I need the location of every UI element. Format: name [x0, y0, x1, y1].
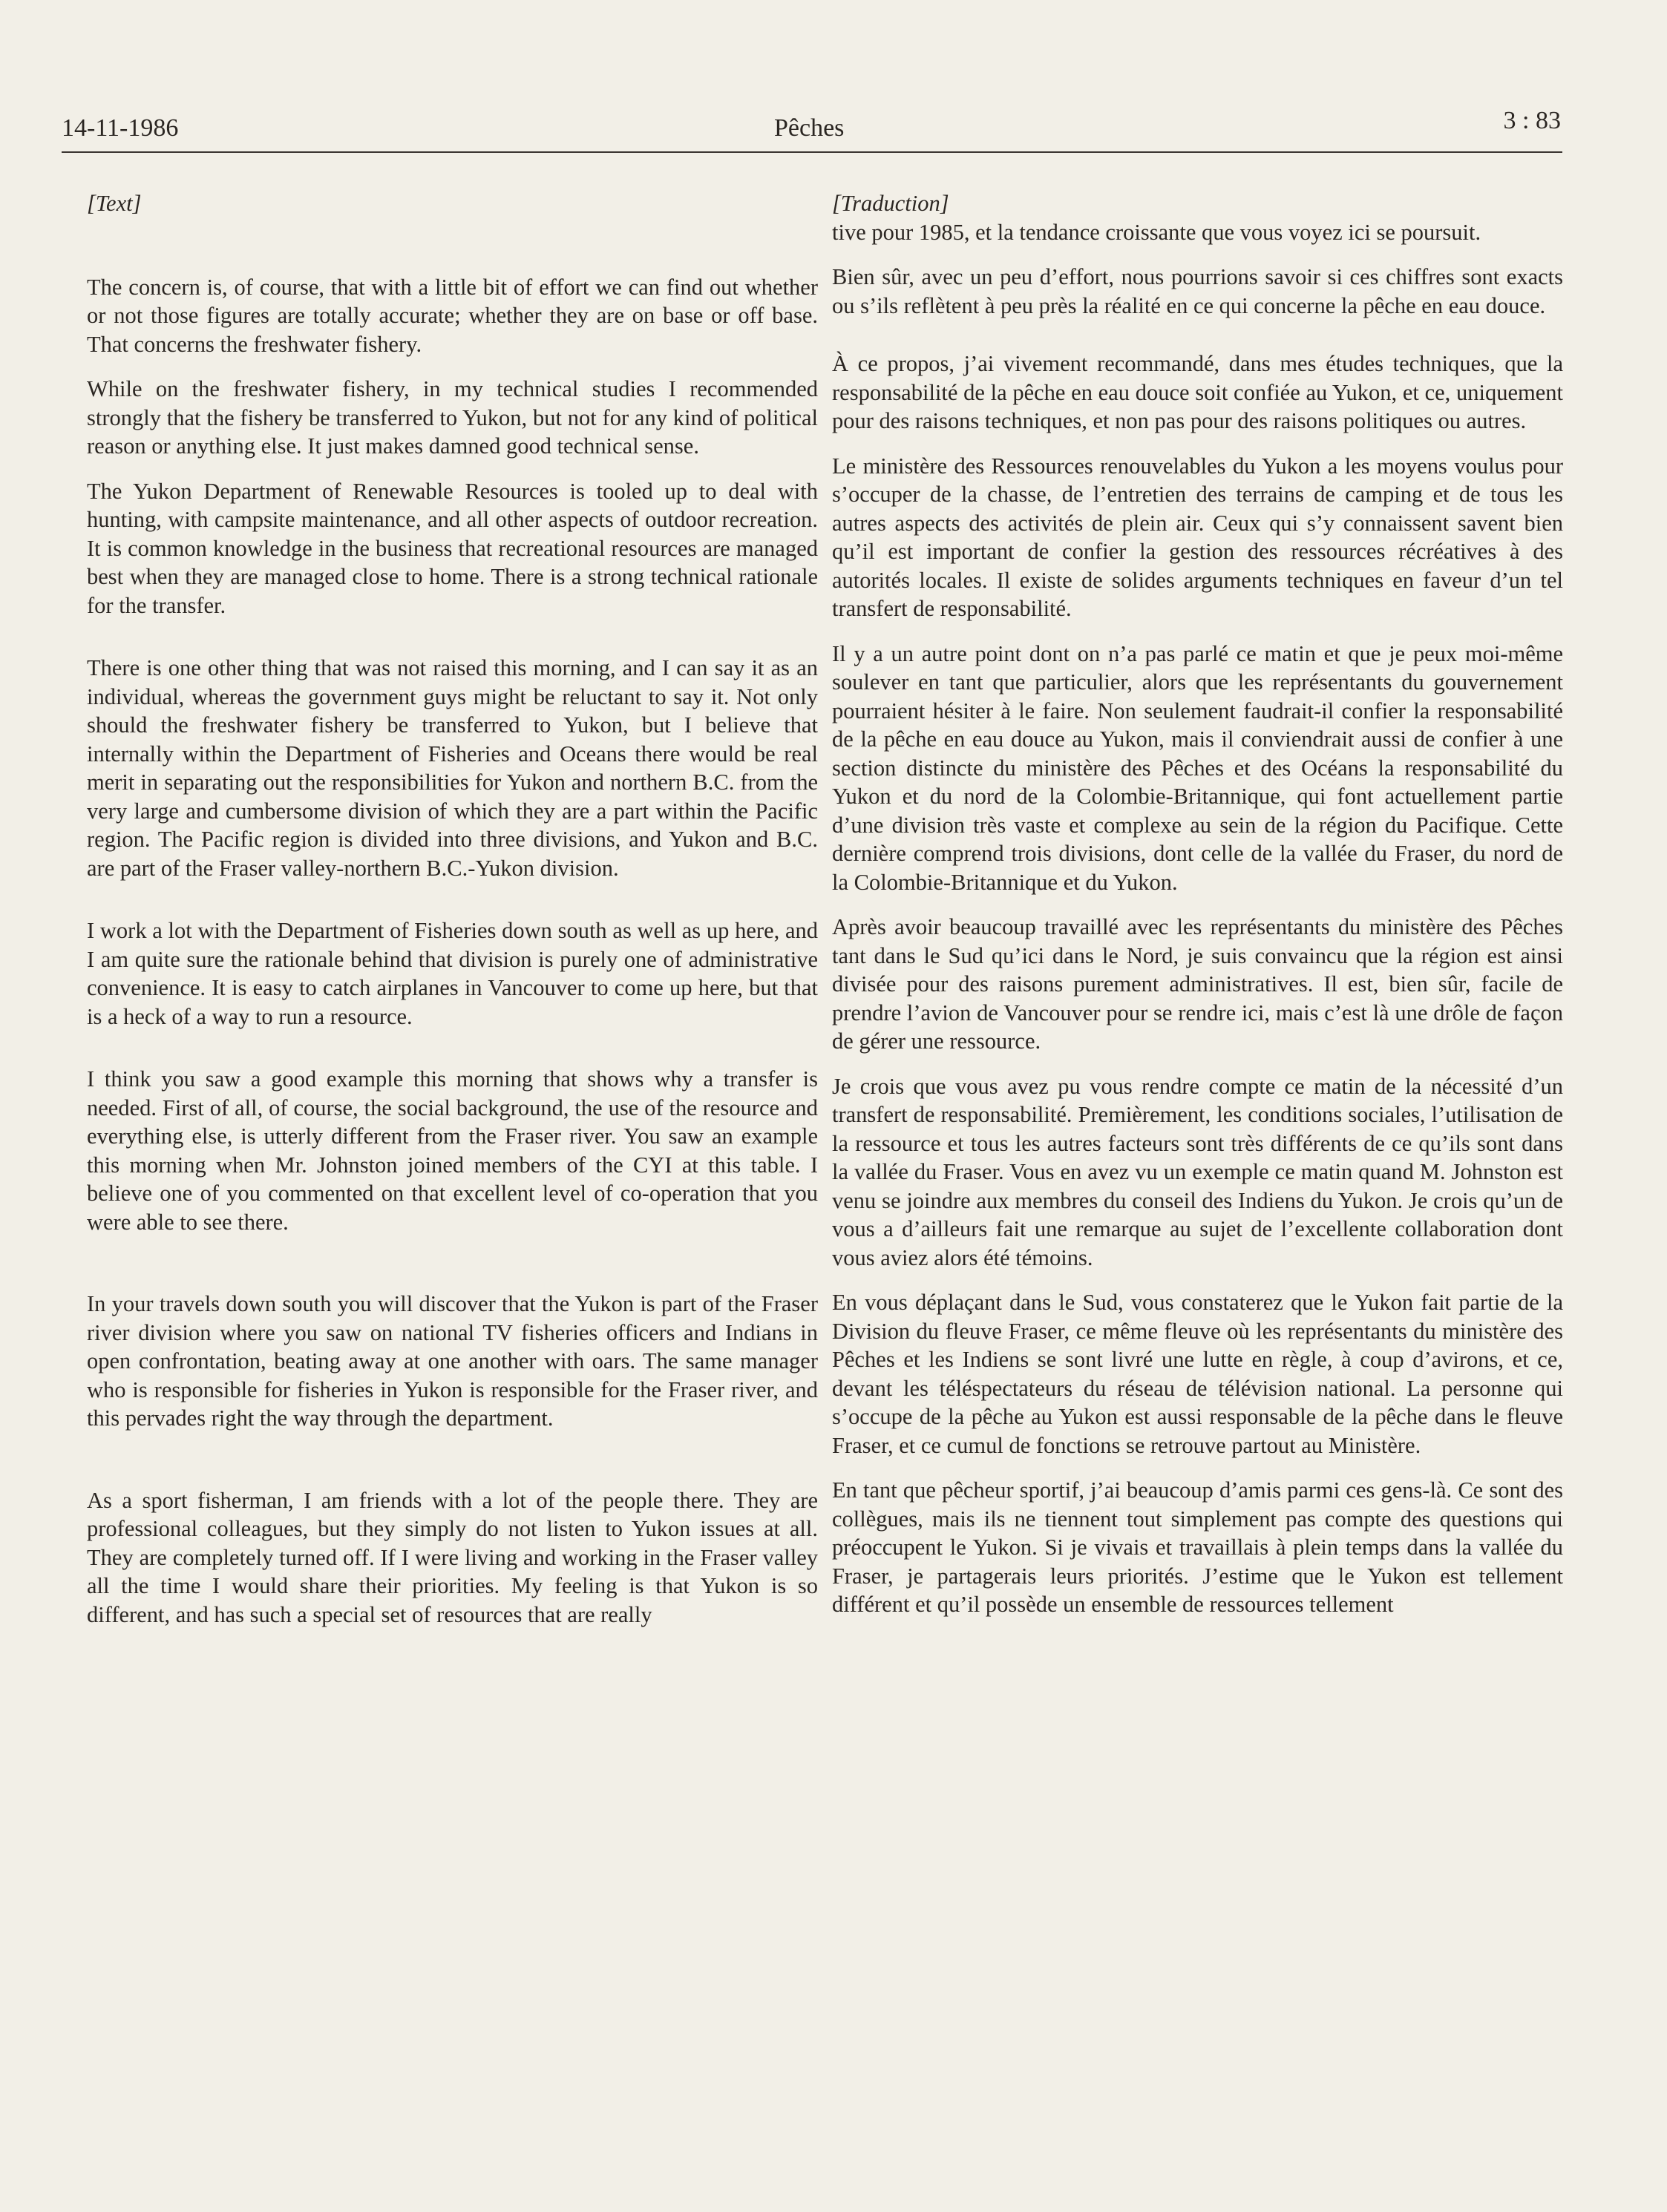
english-column	[87, 189, 818, 1645]
french-paragraph: Je crois que vous avez pu vous rendre compte ce matin de la nécessité d’un transfert de responsabilité. Premièrement, les conditions sociales, l’utilisation de la ressource et tous les autres facteurs sont très différents de ce qu’ils sont dans la vallée du Fraser. Vous en avez vu un exemple ce matin quand M. Johnston est venu se joindre aux membres du conseil des Indiens du Yukon. Je crois qu’un de vous a d’ailleurs fait une remarque au sujet de l’excellente collaboration dont vous aviez alors été témoins.	[832, 1073, 1563, 1270]
french-paragraph: Il y a un autre point dont on n’a pas parlé ce matin et que je peux moi-même soulever en tant que particulier, alors que les représentants du gouvernement pourraient hésiter à le faire. Non seulement faudrait-il confier la responsabilité de la pêche en eau douce au Yukon, mais il conviendrait aussi de confier à une section distincte du ministère des Pêches et des Océans la responsabilité du Yukon et du nord de la Colombie-Britannique, qui font actuellement partie d’une division très vaste et complexe au sein de la région du Pacifique. Cette dernière comprend trois divisions, dont celle de la vallée du Fraser, du nord de la Colombie-Britannique et du Yukon.	[832, 640, 1563, 895]
english-paragraph: I think you saw a good example this morning that shows why a transfer is needed. First of all, of course, the social background, the use of the resource and everything else, is utterly different from the Fraser river. You saw an example this morning when Mr. Johnston joined members of the CYI at this table. I believe one of you commented on that excellent level of co-operation that you were able to see there.	[87, 1066, 818, 1235]
french-paragraph: Le ministère des Ressources renouvelables du Yukon a les moyens voulus pour s’occuper de la chasse, de l’entretien des terrains de camping et de tous les autres aspects des activités de plein air. Ceux qui s’y connaissent savent bien qu’il est important de confier la gestion des ressources récréatives à des autorités locales. Il existe de solides arguments techniques en faveur d’un tel transfert de responsabilité.	[832, 453, 1563, 621]
english-column-label: [Text]	[87, 191, 142, 216]
english-paragraph: The concern is, of course, that with a little bit of effort we can find out whether or not those figures are totally accurate; whether they are on base or off base. That concerns the freshwater fishery.	[87, 274, 818, 357]
header-page-number: 3 : 83	[1503, 107, 1561, 134]
french-paragraph: Après avoir beaucoup travaillé avec les représentants du ministère des Pêches tant dans le Sud qu’ici dans le Nord, je suis convaincu que la région est ainsi divisée pour des raisons purement administratives. Il est, bien sûr, facile de prendre l’avion de Vancouver pour se rendre ici, mais c’est là une drôle de façon de gérer une ressource.	[832, 914, 1563, 1054]
english-paragraph: As a sport fisherman, I am friends with a lot of the people there. They are professional colleagues, but they simply do not listen to Yukon issues at all. They are completely turned off. If I were living and working in the Fraser valley all the time I would share their priorities. My feeling is that Yukon is so different, and has such a special set of resources that are really	[87, 1487, 818, 1627]
english-paragraph: I work a lot with the Department of Fisheries down south as well as up here, and I am quite sure the rationale behind that division is purely one of administrative convenience. It is easy to catch airplanes in Vancouver to come up here, but that is a heck of a way to run a resource.	[87, 918, 818, 1029]
french-paragraph: En vous déplaçant dans le Sud, vous constaterez que le Yukon fait partie de la Division du fleuve Fraser, ce même fleuve où les représentants du ministère des Pêches et les Indiens se sont livré une lutte en règle, à coup d’avirons, et ce, devant les téléspectateurs du réseau de télévision national. La personne qui s’occupe de la pêche au Yukon est aussi responsable de la pêche dans le fleuve Fraser, et ce cumul de fonctions se retrouve partout au Ministère.	[832, 1290, 1563, 1458]
page-header	[62, 107, 1562, 153]
english-paragraph: The Yukon Department of Renewable Resources is tooled up to deal with hunting, with campsite maintenance, and all other aspects of outdoor recreation. It is common knowledge in the business that recreational resources are managed best when they are managed close to home. There is a strong technical rationale for the transfer.	[87, 478, 818, 618]
french-paragraph: Bien sûr, avec un peu d’effort, nous pourrions savoir si ces chiffres sont exacts ou s’ils reflètent à peu près la réalité en ce qui concerne la pêche en eau douce.	[832, 264, 1563, 318]
french-paragraph: À ce propos, j’ai vivement recommandé, dans mes études techniques, que la responsabilité de la pêche en eau douce soit confiée au Yukon, et ce, uniquement pour des raisons techniques, et non pas pour des raisons politiques ou autres.	[832, 351, 1563, 433]
french-paragraph: En tant que pêcheur sportif, j’ai beaucoup d’amis parmi ces gens-là. Ce sont des collègues, mais ils ne tiennent tout simplement pas compte des questions qui préoccupent le Yukon. Si je vivais et travaillais à plein temps dans la vallée du Fraser, je partagerais leurs priorités. J’estime que le Yukon est tellement différent et qu’il possède un ensemble de ressources tellement	[832, 1477, 1563, 1617]
english-paragraph: In your travels down south you will discover that the Yukon is part of the Fraser river division where you saw on national TV fisheries officers and Indians in open confrontation, beating away at one another with oars. The same manager who is responsible for fisheries in Yukon is responsible for the Fraser river, and this pervades right the way through the department.	[87, 1291, 818, 1431]
header-date: 14-11-1986	[62, 114, 179, 142]
french-column	[832, 189, 1563, 1635]
french-paragraph: tive pour 1985, et la tendance croissante que vous voyez ici se poursuit.	[832, 219, 1481, 245]
header-title: Pêches	[774, 114, 845, 142]
english-paragraph: There is one other thing that was not raised this morning, and I can say it as an individual, whereas the government guys might be reluctant to say it. Not only should the freshwater fishery be transferred to Yukon, but I believe that internally within the Department of Fisheries and Oceans there would be real merit in separating out the responsibilities for Yukon and northern B.C. from the very large and cumbersome division of which they are a part within the Pacific region. The Pacific region is divided into three divisions, and Yukon and B.C. are part of the Fraser valley-northern B.C.-Yukon division.	[87, 655, 818, 881]
french-column-label: [Traduction]	[832, 191, 949, 216]
english-paragraph: While on the freshwater fishery, in my technical studies I recommended strongly that the fishery be transferred to Yukon, but not for any kind of political reason or anything else. It just makes damned good technical sense.	[87, 376, 818, 459]
